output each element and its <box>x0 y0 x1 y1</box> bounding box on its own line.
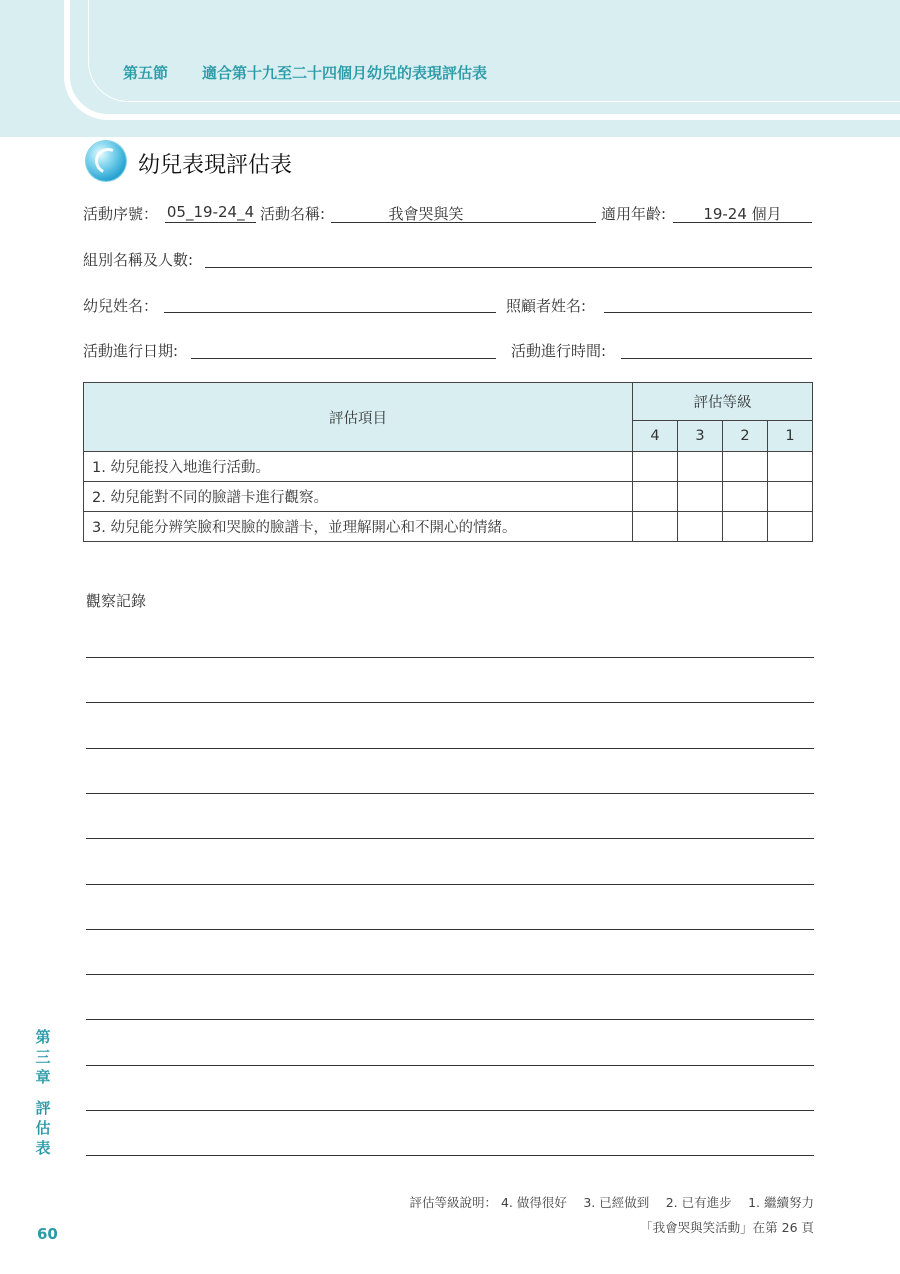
table-row <box>84 512 813 542</box>
carer-name-field[interactable] <box>604 312 812 313</box>
page-reference: 「我會哭與笑活動」在第 26 頁 <box>640 1220 814 1235</box>
carer-name-label: 照顧者姓名: <box>506 297 587 315</box>
side-tab-chapter <box>34 1027 52 1087</box>
age-value: 19-24 個月 <box>703 205 782 223</box>
time-label: 活動進行時間: <box>511 342 607 360</box>
observation-line[interactable] <box>86 702 814 703</box>
observation-line[interactable] <box>86 974 814 975</box>
side-tab-char: 三 <box>35 1048 51 1066</box>
observation-line[interactable] <box>86 838 814 839</box>
grade-level-header: 2 <box>723 421 768 452</box>
side-tab-char: 評 <box>35 1099 51 1117</box>
observation-line[interactable] <box>86 657 814 658</box>
activity-name-label: 活動名稱: <box>260 205 326 223</box>
date-field[interactable] <box>191 358 496 359</box>
grade-level-header: 3 <box>678 421 723 452</box>
child-name-label: 幼兒姓名： <box>83 297 159 315</box>
grade-level-header: 1 <box>768 421 813 452</box>
grade-column-header: 評估等級 <box>633 383 813 421</box>
group-field[interactable] <box>205 267 812 268</box>
section-number: 第五節 <box>123 64 169 82</box>
observation-line[interactable] <box>86 929 814 930</box>
item-column-header: 評估項目 <box>84 383 633 452</box>
observation-label: 觀察記錄 <box>86 592 147 610</box>
grade-level-header: 4 <box>633 421 678 452</box>
grade-cell[interactable] <box>768 482 813 512</box>
activity-name-value: 我會哭與笑 <box>388 205 464 223</box>
activity-no-underline <box>165 222 256 223</box>
observation-line[interactable] <box>86 1155 814 1156</box>
observation-line[interactable] <box>86 1019 814 1020</box>
group-label: 組別名稱及人數: <box>83 251 194 269</box>
observation-line[interactable] <box>86 884 814 885</box>
observation-line[interactable] <box>86 748 814 749</box>
grade-cell[interactable] <box>678 512 723 542</box>
table-row <box>84 452 813 482</box>
evaluation-item: 2. 幼兒能對不同的臉譜卡進行觀察。 <box>84 482 633 512</box>
activity-no-label: 活動序號： <box>83 205 159 223</box>
header-inner-decoration <box>88 0 900 102</box>
grade-cell[interactable] <box>768 452 813 482</box>
table-row <box>84 482 813 512</box>
activity-no-value: 05_19-24_4 <box>166 203 255 221</box>
grade-cell[interactable] <box>678 482 723 512</box>
grade-legend: 評估等級說明： 4. 做得很好 3. 已經做到 2. 已有進步 1. 繼續努力 <box>409 1195 814 1210</box>
grade-cell[interactable] <box>768 512 813 542</box>
side-tab-char: 估 <box>35 1119 51 1137</box>
side-tab-char: 第 <box>35 1028 51 1046</box>
evaluation-item: 1. 幼兒能投入地進行活動。 <box>84 452 633 482</box>
date-label: 活動進行日期: <box>83 342 179 360</box>
grade-cell[interactable] <box>723 452 768 482</box>
evaluation-item: 3. 幼兒能分辨笑臉和哭臉的臉譜卡，並理解開心和不開心的情緒。 <box>84 512 633 542</box>
child-name-field[interactable] <box>164 312 496 313</box>
observation-line[interactable] <box>86 793 814 794</box>
grade-cell[interactable] <box>633 512 678 542</box>
age-label: 適用年齡: <box>601 205 667 223</box>
observation-line[interactable] <box>86 1065 814 1066</box>
evaluation-table <box>83 382 813 542</box>
grade-cell[interactable] <box>633 452 678 482</box>
section-header <box>123 62 487 83</box>
time-field[interactable] <box>621 358 812 359</box>
page-number: 60 <box>37 1225 58 1243</box>
side-tab-char: 表 <box>35 1139 51 1157</box>
grade-cell[interactable] <box>678 452 723 482</box>
grade-cell[interactable] <box>723 482 768 512</box>
side-tab-name <box>34 1098 52 1158</box>
section-title: 適合第十九至二十四個月幼兒的表現評估表 <box>202 64 488 82</box>
side-tab-char: 章 <box>35 1068 51 1086</box>
grade-cell[interactable] <box>723 512 768 542</box>
bubble-icon <box>86 141 126 181</box>
page-title: 幼兒表現評估表 <box>138 153 293 178</box>
grade-cell[interactable] <box>633 482 678 512</box>
observation-line[interactable] <box>86 1110 814 1111</box>
